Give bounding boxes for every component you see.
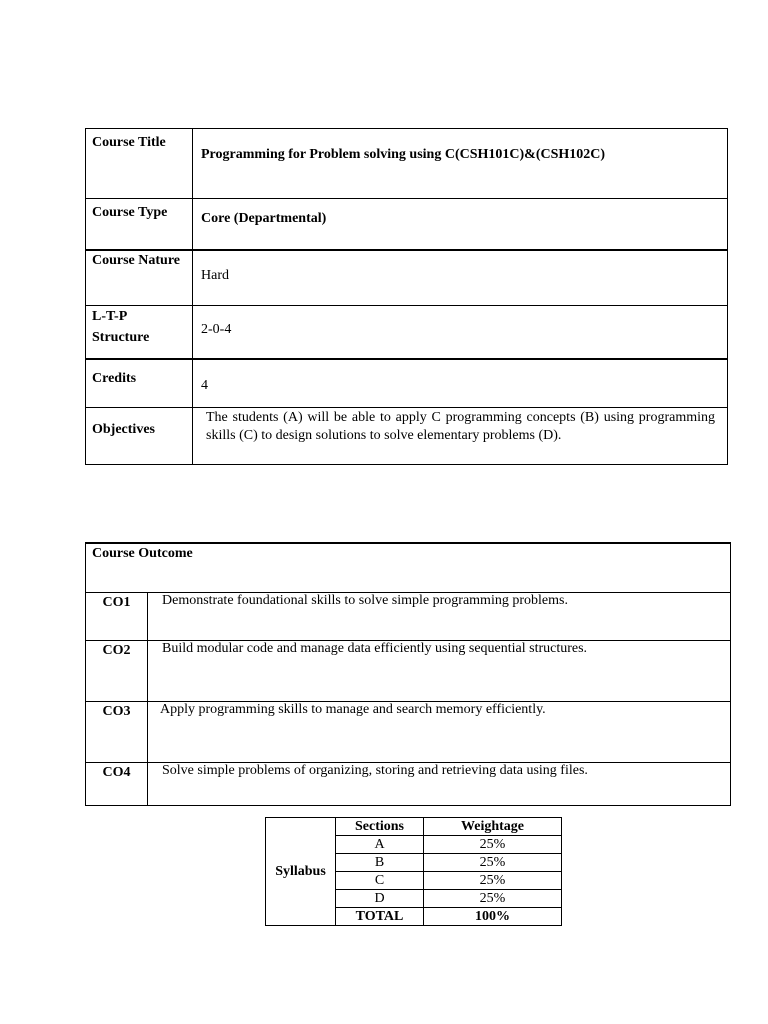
total-weightage: 100%	[424, 908, 562, 926]
co3-text: Apply programming skills to manage and search memory efficiently.	[148, 702, 731, 763]
section-cell: B	[336, 854, 424, 872]
co4-code: CO4	[86, 763, 148, 806]
course-outcome-table	[85, 542, 731, 806]
co2-text: Build modular code and manage data efficiently using sequential structures.	[148, 641, 731, 702]
weightage-cell: 25%	[424, 836, 562, 854]
ltp-structure-value: 2-0-4	[193, 306, 728, 359]
course-title-value: Programming for Problem solving using C(CSH101C)&(CSH102C)	[193, 129, 728, 199]
course-type-row	[86, 199, 728, 250]
weightage-header: Weightage	[424, 818, 562, 836]
section-cell: D	[336, 890, 424, 908]
total-label: TOTAL	[336, 908, 424, 926]
co1-code: CO1	[86, 593, 148, 641]
course-type-value: Core (Departmental)	[193, 199, 728, 250]
syllabus-table	[265, 817, 562, 926]
credits-label: Credits	[86, 359, 193, 408]
co3-row	[86, 702, 731, 763]
ltp-structure-label	[86, 306, 193, 359]
weightage-cell: 25%	[424, 890, 562, 908]
syllabus-label: Syllabus	[266, 818, 336, 926]
section-cell: A	[336, 836, 424, 854]
course-info-table	[85, 128, 728, 465]
ltp-structure-row	[86, 306, 728, 359]
objectives-row	[86, 408, 728, 465]
course-outcome-heading: Course Outcome	[86, 543, 731, 593]
co1-text: Demonstrate foundational skills to solve simple programming problems.	[148, 593, 731, 641]
course-outcome-header-row	[86, 543, 731, 593]
weightage-cell: 25%	[424, 854, 562, 872]
co2-code: CO2	[86, 641, 148, 702]
co4-text: Solve simple problems of organizing, storing and retrieving data using files.	[148, 763, 731, 806]
objectives-label: Objectives	[86, 408, 193, 465]
co2-row	[86, 641, 731, 702]
co3-code: CO3	[86, 702, 148, 763]
course-title-label: Course Title	[86, 129, 193, 199]
objectives-value: The students (A) will be able to apply C programming concepts (B) using programming skills (C) to design solutions to solve elementary problems (D).	[193, 408, 728, 465]
section-cell: C	[336, 872, 424, 890]
sections-header: Sections	[336, 818, 424, 836]
syllabus-header-row	[266, 818, 562, 836]
co4-row	[86, 763, 731, 806]
weightage-cell: 25%	[424, 872, 562, 890]
course-type-label: Course Type	[86, 199, 193, 250]
course-nature-value: Hard	[193, 250, 728, 306]
course-nature-label: Course Nature	[86, 250, 193, 306]
ltp-label-line1: L-T-P	[92, 309, 128, 324]
course-nature-row	[86, 250, 728, 306]
credits-row	[86, 359, 728, 408]
co1-row	[86, 593, 731, 641]
ltp-label-line2: Structure	[92, 330, 150, 345]
course-title-row	[86, 129, 728, 199]
credits-value: 4	[193, 359, 728, 408]
